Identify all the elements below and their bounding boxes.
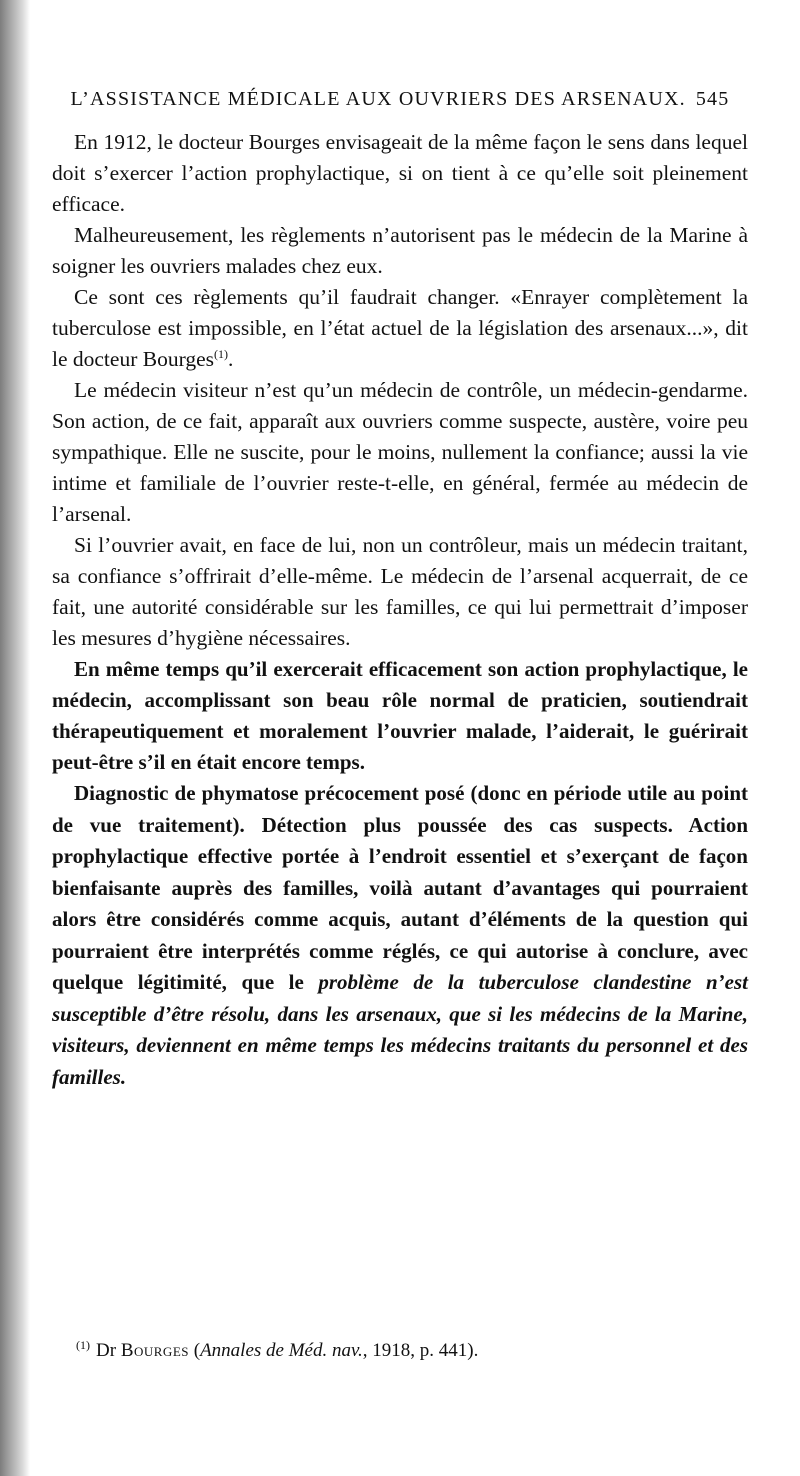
footnote-journal: Annales de Méd. nav. <box>200 1340 363 1361</box>
paragraph-3 <box>52 282 748 375</box>
footnote-open: ( <box>193 1340 201 1361</box>
running-head <box>52 88 748 111</box>
footnote-mark: (1) <box>76 1337 90 1352</box>
paragraph-3-end: . <box>228 347 234 371</box>
footnote-rest: , 1918, p. 441). <box>362 1340 479 1361</box>
paragraph-7 <box>52 778 748 1093</box>
paragraph-7-italic: problème de la tuberculose clandestine n’est susceptible d’être résolu, dans les arsenaux, que si les médecins de la Marine, visiteurs, deviennent en même temps les médecins traitants du personnel et des familles. <box>52 970 748 1089</box>
footnote-reference[interactable]: (1) <box>214 346 229 361</box>
scan-edge-shadow <box>0 0 30 1476</box>
footnote <box>76 1337 479 1362</box>
running-title: L’ASSISTANCE MÉDICALE AUX OUVRIERS DES ARSENAUX. <box>70 88 686 110</box>
paragraph-3-text: Ce sont ces règlements qu’il faudrait changer. «Enrayer complètement la tuberculose est impossible, en l’état actuel de la législation des arsenaux...», dit le docteur Bourges <box>52 285 748 371</box>
paragraph-6: En même temps qu’il exercerait efficacement son action prophylactique, le médecin, accomplissant son beau rôle normal de praticien, soutiendrait thérapeutiquement et moralement l’ouvrier malade, l’aiderait, le guérirait peut-être s’il en était encore temps. <box>52 657 748 774</box>
paragraph-4: Le médecin visiteur n’est qu’un médecin de contrôle, un médecin-gendarme. Son action, de ce fait, apparaît aux ouvriers comme suspecte, austère, voire peu sympathique. Elle ne suscite, pour le moins, nullement la confiance; aussi la vie intime et familiale de l’ouvrier reste-t-elle, en général, fermée au médecin de l’arsenal. <box>52 378 748 526</box>
paragraph-7-text: Diagnostic de phymatose précocement posé (donc en période utile au point de vue traitement). Détection plus poussée des cas suspects. Action prophylactique effective portée à l’endroit essentiel et s’exerçant de façon bienfaisante auprès des familles, voilà autant d’avantages qui pourraient alors être considérés comme acquis, autant d’éléments de la question qui pourraient être interprétés comme réglés, ce qui autorise à conclure, avec quelque légitimité, que le <box>52 781 748 994</box>
paragraph-2: Malheureusement, les règlements n’autorisent pas le médecin de la Marine à soigner les ouvriers malades chez eux. <box>52 223 748 278</box>
paragraph-1: En 1912, le docteur Bourges envisageait de la même façon le sens dans lequel doit s’exercer l’action prophylactique, si on tient à ce qu’elle soit pleinement efficace. <box>52 130 748 216</box>
paragraph-5: Si l’ouvrier avait, en face de lui, non un contrôleur, mais un médecin traitant, sa confiance s’offrirait d’elle-même. Le médecin de l’arsenal acquerrait, de ce fait, une autorité considérable sur les familles, ce qui lui permettrait d’imposer les mesures d’hygiène nécessaires. <box>52 533 748 650</box>
footnote-author-prefix: Dr <box>96 1340 117 1361</box>
page-number: 545 <box>695 88 730 110</box>
footnote-author: Bourges <box>120 1340 189 1361</box>
page-body <box>52 80 748 1093</box>
